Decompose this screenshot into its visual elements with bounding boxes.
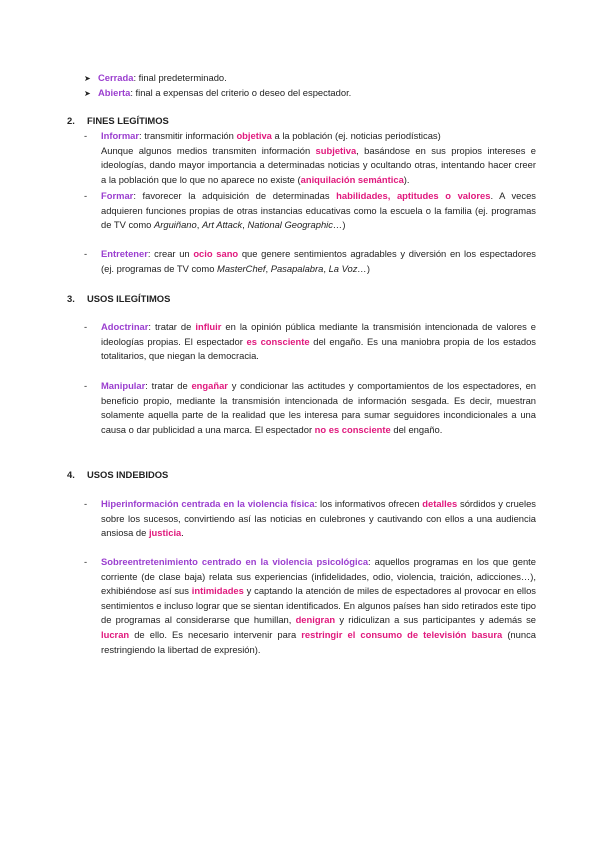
text-run: a la población (ej. noticias periodísticas) — [271, 130, 441, 141]
text-run: que genere sentimientos agradables y diversión en los espectadores (ej. programas de TV como — [101, 248, 536, 274]
section-heading-usos-ilegitimos — [67, 293, 170, 305]
dash-bullet: - — [84, 321, 88, 332]
italic-run: MasterChef — [217, 262, 266, 274]
highlight-objetiva: objetiva — [236, 130, 272, 141]
text-run: : tratar de — [145, 380, 192, 391]
section-number: 2. — [67, 115, 75, 126]
intro-item-abierta — [84, 87, 351, 100]
text-run: : crear un — [147, 248, 194, 259]
list-item-sobreentretenimiento — [84, 555, 536, 657]
italic-run: Arguiñano — [153, 219, 197, 231]
dash-bullet: - — [84, 130, 88, 141]
dash-bullet: - — [84, 498, 88, 509]
text-run: y ridiculizan a sus participantes y además se — [335, 614, 537, 626]
term-cerrada: Cerrada — [98, 72, 134, 83]
text-run: del engaño. Es una maniobra propia de los estados totalitarios, que niegan la democracia. — [101, 335, 536, 362]
arrow-bullet-icon: ➤ — [84, 89, 91, 98]
highlight-denigran: denigran — [295, 614, 336, 626]
term-abierta: Abierta — [98, 87, 131, 98]
text-run: y condicionar las actitudes y comportamientos de los espectadores, en beneficio propio, mediante la transmisión intencionada de información sesgada. Es decir, muestran solamente aquella parte de la realidad que les interesa para sumar seguidores incondicionales a una causa o dar publicidad a una marca. El espectador — [101, 380, 536, 435]
section-title: FINES LEGÍTIMOS — [87, 115, 169, 126]
dash-bullet: - — [84, 190, 88, 201]
text-run: , — [265, 262, 271, 274]
term-entretener: Entretener — [101, 248, 148, 259]
text-run: : aquellos programas en los que gente corriente (de clase baja) relata sus experiencias (infidelidades, odio, violencia, traición, adicciones…), exhibiéndose así sus — [101, 556, 536, 597]
text-run: : transmitir información — [139, 130, 237, 141]
term-hiperinformacion: Hiperinformación centrada en la violencia física — [101, 498, 315, 509]
text-run: ) — [342, 219, 346, 231]
italic-run: Pasapalabra — [270, 262, 324, 274]
text-run: sórdidos y crueles sobre los sucesos, convirtiendo así las noticias en culebrones y cautivando con ellos a una audiencia ansiosa de — [101, 498, 536, 539]
text-run: de ello. Es necesario intervenir para — [129, 628, 302, 640]
highlight-influir: influir — [195, 321, 222, 332]
highlight-ocio-sano: ocio sano — [193, 248, 239, 259]
list-item-informar — [84, 129, 536, 187]
text-run: . — [181, 527, 184, 539]
dash-bullet: - — [84, 556, 88, 567]
text-run: del engaño. — [390, 423, 443, 435]
text-run: en la opinión pública mediante la transmisión intencionada de valores e ideologías propias. El espectador — [101, 321, 536, 347]
list-item-hiperinformacion — [84, 497, 536, 541]
highlight-intimidades: intimidades — [191, 585, 244, 597]
section-heading-fines-legitimos — [67, 115, 169, 127]
text-run: , basándose en sus propios intereses e ideologías, dando mayor importancia a determinadas noticias y ocultando otras, intentando hacer creer a la población que lo que no aparece no existe ( — [101, 144, 536, 185]
term-adoctrinar: Adoctrinar — [101, 321, 149, 332]
term-sobreentretenimiento: Sobreentretenimiento centrado en la violencia psicológica — [101, 556, 369, 567]
list-item-formar — [84, 189, 536, 233]
text-run: , — [242, 219, 248, 231]
text-run: : los informativos ofrecen — [314, 498, 423, 509]
highlight-habilidades: habilidades, aptitudes o valores — [336, 190, 491, 201]
text-run: ) — [366, 262, 370, 274]
term-formar: Formar — [101, 190, 134, 201]
text-run: ). — [403, 173, 410, 185]
section-title: USOS ILEGÍTIMOS — [87, 293, 171, 304]
term-manipular: Manipular — [101, 380, 146, 391]
section-title: USOS INDEBIDOS — [87, 469, 169, 480]
intro-item-cerrada — [84, 72, 227, 85]
highlight-no-es-consciente: no es consciente — [314, 423, 391, 435]
highlight-aniquilacion-semantica: aniquilación semántica — [300, 173, 404, 185]
cerrada-text: : final predeterminado. — [133, 72, 227, 83]
text-run: . A veces adquieren funciones propias de otras instancias educativas como la escuela o la familia (ej. programas de TV como — [101, 190, 536, 231]
text-run: y captando la atención de miles de espectadores al provocar en ellos sentimientos e incluso lograr que se sientan identificados. En algunos países han sido retirados este tipo de programas al considerarse que humillan, — [101, 585, 536, 626]
text-run: (nunca restringiendo la libertad de expresión). — [101, 628, 536, 655]
arrow-bullet-icon: ➤ — [84, 74, 91, 83]
dash-bullet: - — [84, 248, 88, 259]
italic-run: La Voz… — [328, 262, 367, 274]
term-informar: Informar — [101, 130, 140, 141]
text-run: , — [196, 219, 202, 231]
highlight-detalles: detalles — [422, 498, 458, 509]
italic-run: Art Attack — [201, 219, 243, 231]
text-run: : favorecer la adquisición de determinadas — [133, 190, 337, 201]
highlight-subjetiva: subjetiva — [315, 144, 357, 156]
highlight-justicia: justicia — [148, 527, 182, 539]
italic-run: National Geographic… — [247, 219, 343, 231]
dash-bullet: - — [84, 380, 88, 391]
list-item-manipular — [84, 379, 536, 437]
section-heading-usos-indebidos — [67, 469, 168, 481]
text-run: , — [323, 262, 329, 274]
section-number: 3. — [67, 293, 75, 304]
list-item-adoctrinar — [84, 320, 536, 364]
section-number: 4. — [67, 469, 75, 480]
highlight-enganar: engañar — [191, 380, 228, 391]
abierta-text: : final a expensas del criterio o deseo del espectador. — [130, 87, 352, 98]
highlight-restringir-consumo: restringir el consumo de televisión basura — [301, 628, 503, 640]
list-item-entretener — [84, 247, 536, 276]
text-run: : tratar de — [148, 321, 196, 332]
highlight-lucran: lucran — [101, 628, 130, 640]
text-run: Aunque algunos medios transmiten información — [101, 144, 316, 156]
highlight-es-consciente: es consciente — [246, 335, 310, 347]
